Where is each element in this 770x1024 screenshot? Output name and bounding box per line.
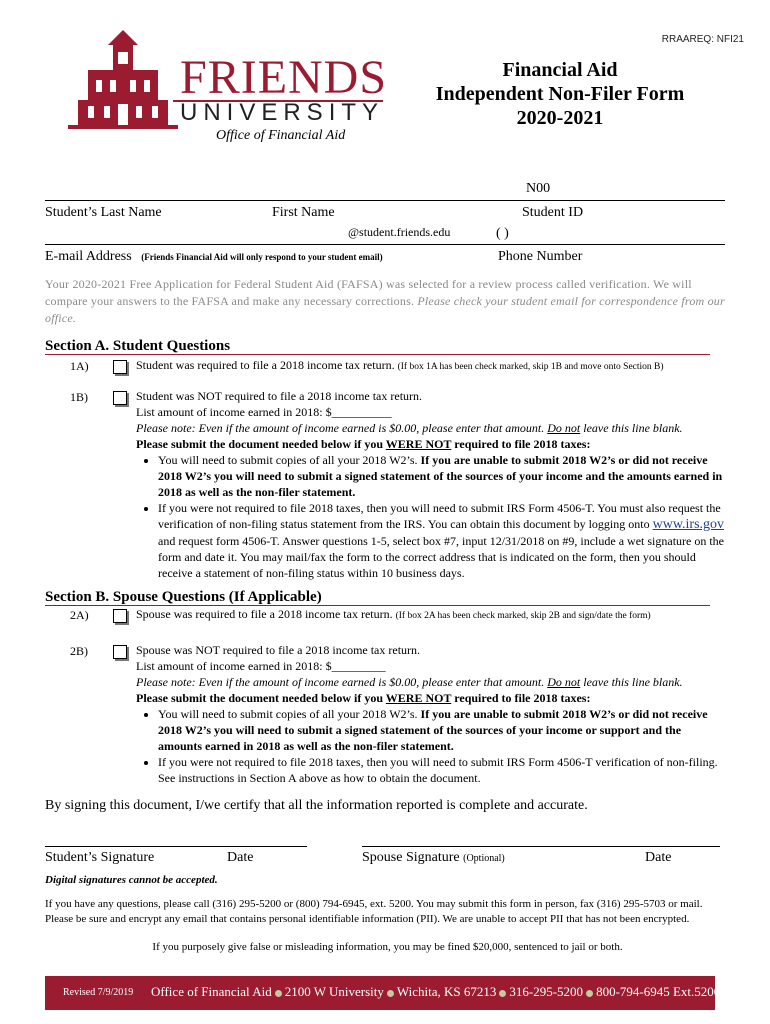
q1b-submit-u: WERE NOT: [385, 437, 452, 451]
title-line-1: Financial Aid: [502, 59, 618, 81]
bullet-dot-icon: [275, 990, 282, 997]
q1b-note-a: Please note: Even if the amount of income earned is $0.00, please enter that amount.: [136, 421, 545, 435]
q2b-note: [136, 674, 726, 690]
q1b-text: Student was NOT required to file a 2018 income tax return.: [136, 389, 423, 403]
q1b-bullets: [136, 452, 726, 581]
bullet-dot-icon: [387, 990, 394, 997]
footer-office: Office of Financial Aid: [151, 984, 272, 999]
office-subtitle: Office of Financial Aid: [216, 128, 346, 143]
digital-signature-note: Digital signatures cannot be accepted.: [45, 874, 218, 886]
q1a-row: [136, 357, 726, 375]
q1a-checkbox[interactable]: [113, 360, 127, 374]
q1b-bullet-2: [158, 500, 726, 581]
q1b-note-b: leave this line blank.: [583, 421, 683, 435]
first-name-label: First Name: [272, 205, 335, 220]
q2b-note-u: Do not: [547, 675, 581, 689]
bullet-dot-icon: [586, 990, 593, 997]
student-signature-line[interactable]: [45, 846, 307, 847]
contact-paragraph: If you have any questions, please call (316) 295-5200 or (800) 794-6945, ext. 5200. You may submit this form in person, fax (316) 295-5703 or mail. Please be sure and encrypt any email that contains personal identifiable information (PII). We are unable to accept PII that has not been encrypted.: [45, 898, 703, 925]
q2b-b1-a: You will need to submit copies of all your 2018 W2’s.: [158, 707, 418, 721]
q2b-checkbox[interactable]: [113, 645, 127, 659]
q1b-submit-a: Please submit the document needed below if you: [136, 437, 383, 451]
logo-university: UNIVERSITY: [180, 99, 385, 126]
spouse-date-label: Date: [645, 850, 672, 865]
q1b-b2-a: If you were not required to file 2018 taxes, then you will need to submit IRS Form 4506-T. You must also request the verification of non-filing status statement from the IRS. You can obtain this document by logging onto: [158, 501, 721, 531]
q1b-submit: [136, 436, 726, 452]
spouse-signature-row: [362, 850, 505, 866]
title-line-2: Independent Non-Filer Form: [435, 83, 685, 105]
q2b-submit: [136, 690, 726, 706]
q2b-submit-b: required to file 2018 taxes:: [454, 691, 591, 705]
q1b-b2-b: and request form 4506-T. Answer questions 1-5, select box #7, input 12/31/2018 on #9, include a wet signature on the form and date it. You may mail/fax the form to the correct address that is indicated on the form, then you should receive a statement of non-filing status within 10 business days.: [158, 534, 725, 580]
q2a-note: (If box 2A has been check marked, skip 2B and sign/date the form): [395, 611, 651, 621]
intro-paragraph: [45, 276, 725, 327]
q2a-checkbox[interactable]: [113, 609, 127, 623]
footer-address: 2100 W University: [284, 984, 384, 999]
section-a-rule: [45, 354, 710, 355]
false-info-warning: If you purposely give false or misleading information, you may be fined $20,000, sentenced to jail or both.: [152, 941, 623, 953]
title-line-3: 2020-2021: [516, 107, 604, 129]
certify-statement: By signing this document, I/we certify that all the information reported is complete and accurate.: [45, 798, 588, 813]
logo-wordmark: FRIENDS: [180, 51, 388, 104]
form-code: RRAAREQ: NFI21: [661, 34, 744, 45]
q2b-note-a: Please note: Even if the amount of income earned is $0.00, please enter that amount.: [136, 675, 545, 689]
q1a-note: (If box 1A has been check marked, skip 1B and move onto Section B): [397, 362, 664, 372]
email-domain: @student.friends.edu: [348, 225, 451, 239]
q1b-submit-b: required to file 2018 taxes:: [454, 437, 591, 451]
spouse-signature-line[interactable]: [362, 846, 720, 847]
irs-link[interactable]: www.irs.gov: [652, 517, 725, 532]
phone-area-code: ( ): [496, 226, 509, 241]
q1b-note: [136, 420, 726, 436]
footer-tollfree: 800-794-6945 Ext.5200: [596, 984, 721, 999]
section-b-title: Section B. Spouse Questions (If Applicable): [45, 589, 322, 605]
footer-city: Wichita, KS 67213: [396, 984, 497, 999]
q2b-block: [136, 642, 726, 786]
q2a-row: [136, 606, 726, 624]
spouse-optional: (Optional): [463, 853, 505, 864]
q2b-text: Spouse was NOT required to file a 2018 income tax return.: [136, 643, 421, 657]
intro-italic: Please check your student email for correspondence from our office.: [45, 294, 725, 325]
q1b-block: [136, 388, 726, 581]
footer-bar: [45, 976, 721, 1010]
section-a-title: Section A. Student Questions: [45, 338, 231, 354]
q1b-bullet-1: [158, 452, 726, 500]
form-title: [410, 58, 710, 130]
q2b-note-b: leave this line blank.: [583, 675, 683, 689]
q2a-number: 2A): [70, 608, 89, 622]
q1b-amount-field[interactable]: List amount of income earned in 2018: $__________: [136, 405, 392, 419]
footer-phone: 316-295-5200: [509, 984, 584, 999]
spouse-signature-label: Spouse Signature: [362, 850, 460, 865]
q1a-text: Student was required to file a 2018 income tax return.: [136, 358, 395, 372]
last-name-label: Student’s Last Name: [45, 205, 162, 220]
q2b-submit-u: WERE NOT: [385, 691, 452, 705]
revised-date: Revised 7/9/2019: [63, 987, 134, 998]
student-id-label: Student ID: [522, 205, 584, 220]
student-id-prefix: N00: [526, 181, 551, 196]
email-label: E-mail Address: [45, 249, 132, 264]
phone-label: Phone Number: [498, 249, 583, 264]
q2a-text: Spouse was required to file a 2018 income tax return.: [136, 607, 393, 621]
q1b-checkbox[interactable]: [113, 391, 127, 405]
q1b-number: 1B): [70, 390, 88, 404]
q2b-bullets: [136, 706, 726, 786]
student-date-label: Date: [227, 850, 254, 865]
email-note: (Friends Financial Aid will only respond to your student email): [141, 252, 383, 262]
name-line[interactable]: [45, 200, 725, 201]
email-phone-line[interactable]: [45, 244, 725, 245]
intro-text: Your 2020-2021 Free Application for Federal Student Aid (FAFSA) was selected for a review process called verification. We will compare your answers to the FAFSA and make any necessary corrections.: [45, 277, 692, 308]
q2b-submit-a: Please submit the document needed below if you: [136, 691, 383, 705]
q1b-b1-b: If you are unable to submit 2018 W2’s or did not receive 2018 W2’s you will need to submit a signed statement of the sources of your income and the amounts earned in 2018 as well as the non-filer statement.: [158, 453, 723, 499]
email-label-row: [45, 249, 383, 265]
q2b-number: 2B): [70, 644, 88, 658]
q2b-bullet-1: [158, 706, 726, 754]
footer-contact: [151, 984, 720, 1000]
student-signature-label: Student’s Signature: [45, 850, 155, 865]
bullet-dot-icon: [499, 990, 506, 997]
q2b-b1-b: If you are unable to submit 2018 W2’s or did not receive 2018 W2’s you will need to submit a signed statement of the sources of your income or support and the amounts earned in 2018 as well as the non-filer statement.: [158, 707, 708, 753]
q1b-b1-a: You will need to submit copies of all your 2018 W2’s.: [158, 453, 418, 467]
q2b-bullet-2: • If you were not required to file 2018 taxes, then you will need to submit IRS Form 4506-T verification of non-filing. See instructions in Section A above as how to obtain the document.: [158, 754, 726, 786]
q1a-number: 1A): [70, 359, 89, 373]
q1b-note-u: Do not: [547, 421, 581, 435]
q2b-amount-field[interactable]: List amount of income earned in 2018: $_________: [136, 659, 386, 673]
